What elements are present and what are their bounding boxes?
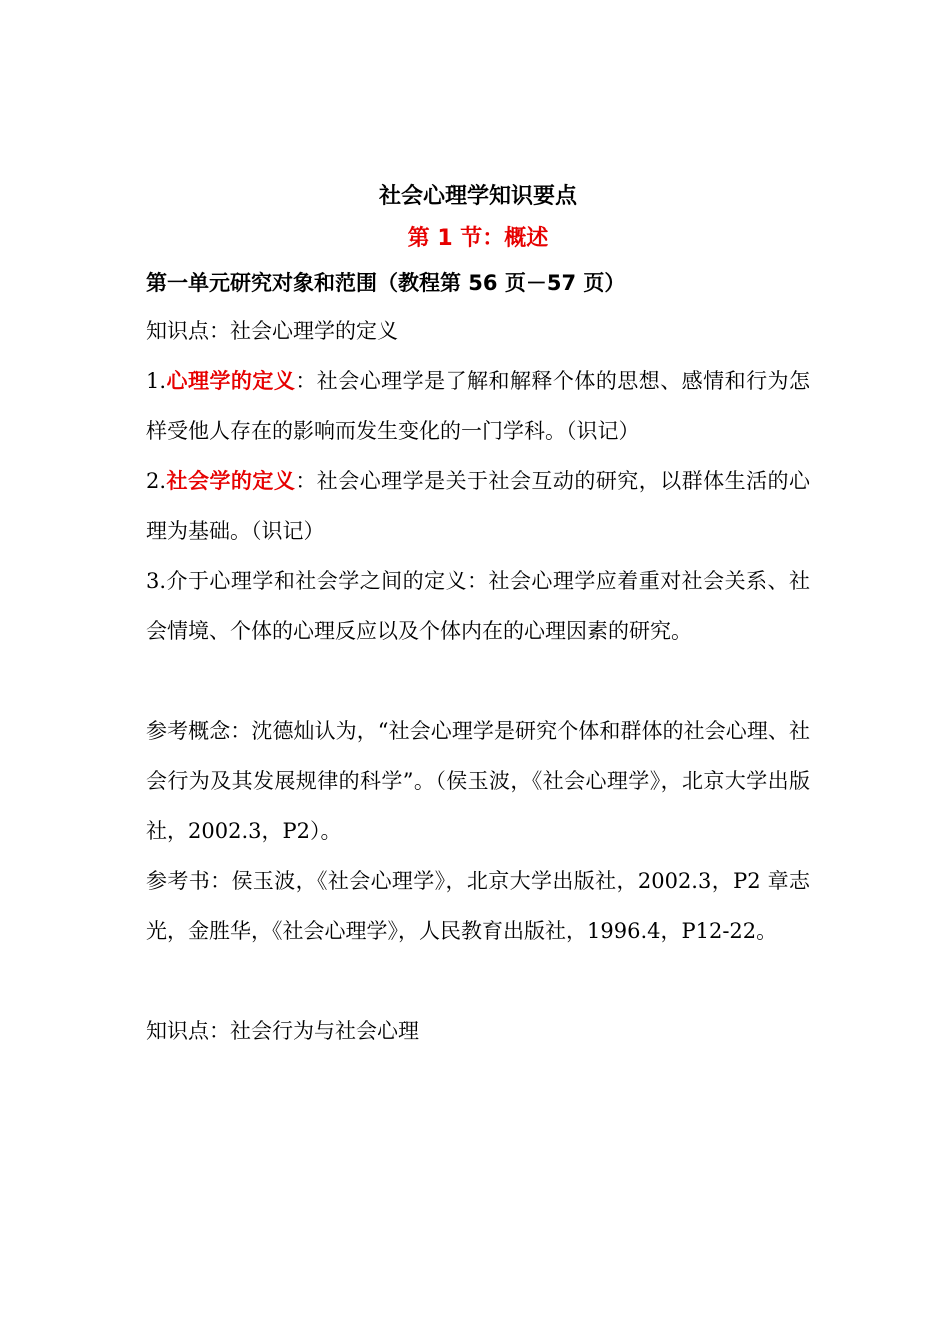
definition-1-term: 心理学的定义	[166, 369, 296, 393]
definition-2-term: 社会学的定义	[166, 469, 296, 493]
document-body	[146, 170, 810, 1056]
reference-books: 参考书：侯玉波，《社会心理学》，北京大学出版社，2002.3，P2 章志光，金胜华，《社会心理学》，人民教育出版社，1996.4，P12-22。	[146, 869, 810, 943]
definition-3: 3.介于心理学和社会学之间的定义：社会心理学应着重对社会关系、社会情境、个体的心理反应以及个体内在的心理因素的研究。	[146, 569, 810, 643]
knowledge-point-heading: 知识点：社会心理学的定义	[146, 319, 398, 343]
unit-title: 第一单元研究对象和范围（教程第 56 页－57 页）	[146, 271, 626, 295]
paragraph-gap	[146, 656, 810, 706]
definition-2-number: 2.	[146, 469, 167, 493]
definition-1	[146, 356, 810, 456]
section-title: 第 1 节：概述	[407, 226, 549, 251]
definition-1-number: 1.	[146, 369, 167, 393]
document-title: 社会心理学知识要点	[378, 184, 577, 209]
paragraph-gap	[146, 956, 810, 1006]
definition-2-body: ：社会心理学是关于社会互动的研究，以群体生活的心理为基础。（识记）	[146, 469, 811, 543]
knowledge-point-heading-2: 知识点：社会行为与社会心理	[146, 1019, 419, 1043]
definition-1-body: ：社会心理学是了解和解释个体的思想、感情和行为怎样受他人存在的影响而发生变化的一门学科。（识记）	[146, 369, 811, 443]
definition-2	[146, 456, 810, 556]
reference-concept: 参考概念：沈德灿认为，“社会心理学是研究个体和群体的社会心理、社会行为及其发展规律的科学”。（侯玉波，《社会心理学》，北京大学出版社，2002.3，P2）。	[146, 719, 810, 843]
